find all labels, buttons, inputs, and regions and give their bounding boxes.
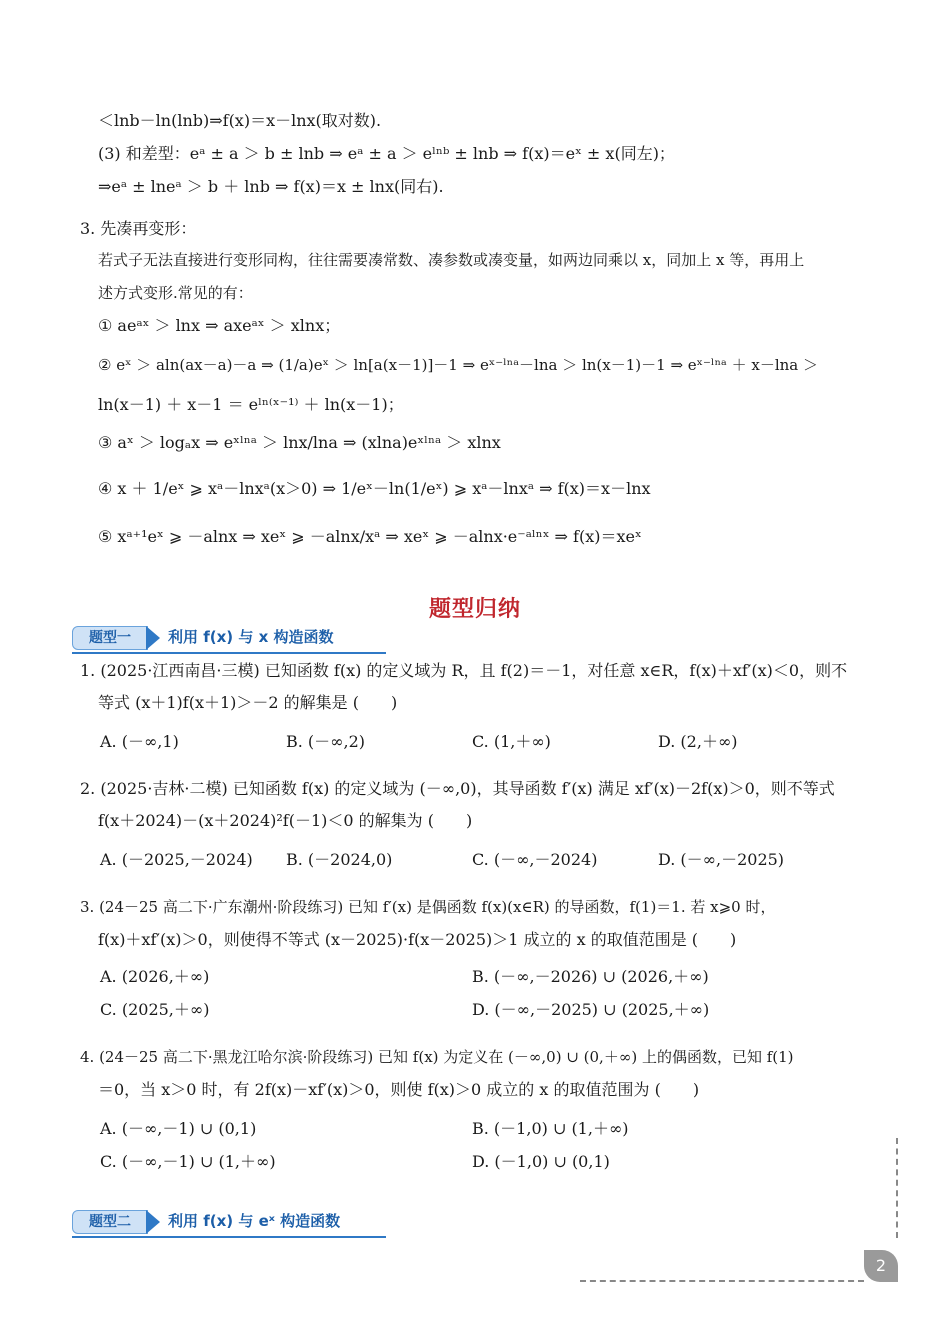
q4-option-c[interactable]: C. (－∞,－1) ∪ (1,＋∞) [100, 1152, 276, 1171]
type1-tag [72, 624, 386, 654]
q1-line-1: 1. (2025·江西南昌·三模) 已知函数 f(x) 的定义域为 R，且 f(2)＝－1，对任意 x∈R，f(x)＋xf′(x)＜0，则不 [80, 661, 848, 680]
q2-option-a[interactable]: A. (－2025,－2024) [100, 850, 253, 869]
method3-para-2: 述方式变形.常见的有： [98, 284, 253, 302]
q4-option-a[interactable]: A. (－∞,－1) ∪ (0,1) [100, 1119, 257, 1138]
method3-item-2: ② eˣ ＞ aln(ax－a)－a ⇒ (1/a)eˣ ＞ ln[a(x－1)]－1 ⇒ eˣ⁻ˡⁿᵃ－lna ＞ ln(x－1)－1 ⇒ eˣ⁻ˡⁿᵃ ＋ x－lna ＞ [98, 356, 819, 374]
intro-line-3: ⇒eᵃ ± lneᵃ ＞ b ＋ lnb ⇒ f(x)＝x ± lnx(同右). [98, 177, 444, 196]
q3-line-1: 3. (24－25 高二下·广东潮州·阶段练习) 已知 f′(x) 是偶函数 f(x)(x∈R) 的导函数，f(1)＝1. 若 x⩾0 时， [80, 898, 776, 916]
type1-pill: 题型一 [72, 626, 148, 650]
page-border-dashed-vertical [896, 1138, 898, 1238]
q1-option-c[interactable]: C. (1,＋∞) [472, 732, 551, 751]
q1-option-a[interactable]: A. (－∞,1) [100, 732, 179, 751]
type1-underline [72, 652, 386, 654]
q4-option-b[interactable]: B. (－1,0) ∪ (1,＋∞) [472, 1119, 629, 1138]
q2-option-d[interactable]: D. (－∞,－2025) [658, 850, 785, 869]
method3-item-5: ⑤ xᵃ⁺¹eˣ ⩾ －alnx ⇒ xeˣ ⩾ －alnx/xᵃ ⇒ xeˣ ⩾ －alnx·e⁻ᵃˡⁿˣ ⇒ f(x)＝xeˣ [98, 527, 642, 546]
q4-line-1: 4. (24－25 高二下·黑龙江哈尔滨·阶段练习) 已知 f(x) 为定义在 (－∞,0) ∪ (0,＋∞) 上的偶函数，已知 f(1) [80, 1048, 794, 1066]
q2-option-c[interactable]: C. (－∞,－2024) [472, 850, 598, 869]
q1-option-d[interactable]: D. (2,＋∞) [658, 732, 738, 751]
method3-item-4: ④ x ＋ 1/eˣ ⩾ xᵃ－lnxᵃ(x＞0) ⇒ 1/eˣ－ln(1/eˣ) ⩾ xᵃ－lnxᵃ ⇒ f(x)＝x－lnx [98, 479, 651, 498]
arrow-right-icon [146, 626, 160, 650]
type2-tag [72, 1208, 386, 1238]
method3-item-1: ① aeᵃˣ ＞ lnx ⇒ axeᵃˣ ＞ xlnx； [98, 316, 341, 335]
q2-option-b[interactable]: B. (－2024,0) [286, 850, 393, 869]
method3-item-2-cont: ln(x－1) ＋ x－1 ＝ eˡⁿ⁽ˣ⁻¹⁾ ＋ ln(x－1)； [98, 395, 404, 414]
section-title: 题型归纳 [428, 597, 521, 622]
q1-line-2: 等式 (x＋1)f(x＋1)＞－2 的解集是 ( ) [98, 693, 398, 712]
arrow-right-icon [146, 1210, 160, 1234]
q3-option-a[interactable]: A. (2026,＋∞) [100, 967, 210, 986]
q2-line-2: f(x＋2024)－(x＋2024)²f(－1)＜0 的解集为 ( ) [98, 811, 473, 830]
method3-heading: 3. 先凑再变形： [80, 219, 197, 238]
q3-line-2: f(x)＋xf′(x)＞0，则使得不等式 (x－2025)·f(x－2025)＞1 成立的 x 的取值范围是 ( ) [98, 930, 737, 949]
intro-line-2: (3) 和差型：eᵃ ± a ＞ b ± lnb ⇒ eᵃ ± a ＞ eˡⁿᵇ ± lnb ⇒ f(x)＝eˣ ± x(同左)； [98, 144, 675, 163]
page-number: 2 [864, 1250, 898, 1282]
page-border-dashed-horizontal [580, 1280, 864, 1282]
q3-option-b[interactable]: B. (－∞,－2026) ∪ (2026,＋∞) [472, 967, 709, 986]
type2-underline [72, 1236, 386, 1238]
q3-option-d[interactable]: D. (－∞,－2025) ∪ (2025,＋∞) [472, 1000, 710, 1019]
type2-pill: 题型二 [72, 1210, 148, 1234]
intro-line-1: ＜lnb－ln(lnb)⇒f(x)＝x－lnx(取对数). [98, 111, 382, 130]
q3-option-c[interactable]: C. (2025,＋∞) [100, 1000, 210, 1019]
q4-option-d[interactable]: D. (－1,0) ∪ (0,1) [472, 1152, 610, 1171]
q4-line-2: ＝0，当 x＞0 时，有 2f(x)－xf′(x)＞0，则使 f(x)＞0 成立的 x 的取值范围为 ( ) [98, 1080, 700, 1099]
method3-para-1: 若式子无法直接进行变形同构，往往需要凑常数、凑参数或凑变量，如两边同乘以 x，同加上 x 等，再用上 [98, 251, 805, 269]
q2-line-1: 2. (2025·吉林·二模) 已知函数 f(x) 的定义域为 (－∞,0)，其导函数 f′(x) 满足 xf′(x)－2f(x)＞0，则不等式 [80, 779, 835, 798]
method3-item-3: ③ aˣ ＞ logₐx ⇒ eˣˡⁿᵃ ＞ lnx/lna ⇒ (xlna)eˣˡⁿᵃ ＞ xlnx [98, 433, 501, 452]
type1-text: 利用 f(x) 与 x 构造函数 [168, 628, 334, 646]
q1-option-b[interactable]: B. (－∞,2) [286, 732, 366, 751]
type2-text: 利用 f(x) 与 eˣ 构造函数 [168, 1212, 341, 1230]
